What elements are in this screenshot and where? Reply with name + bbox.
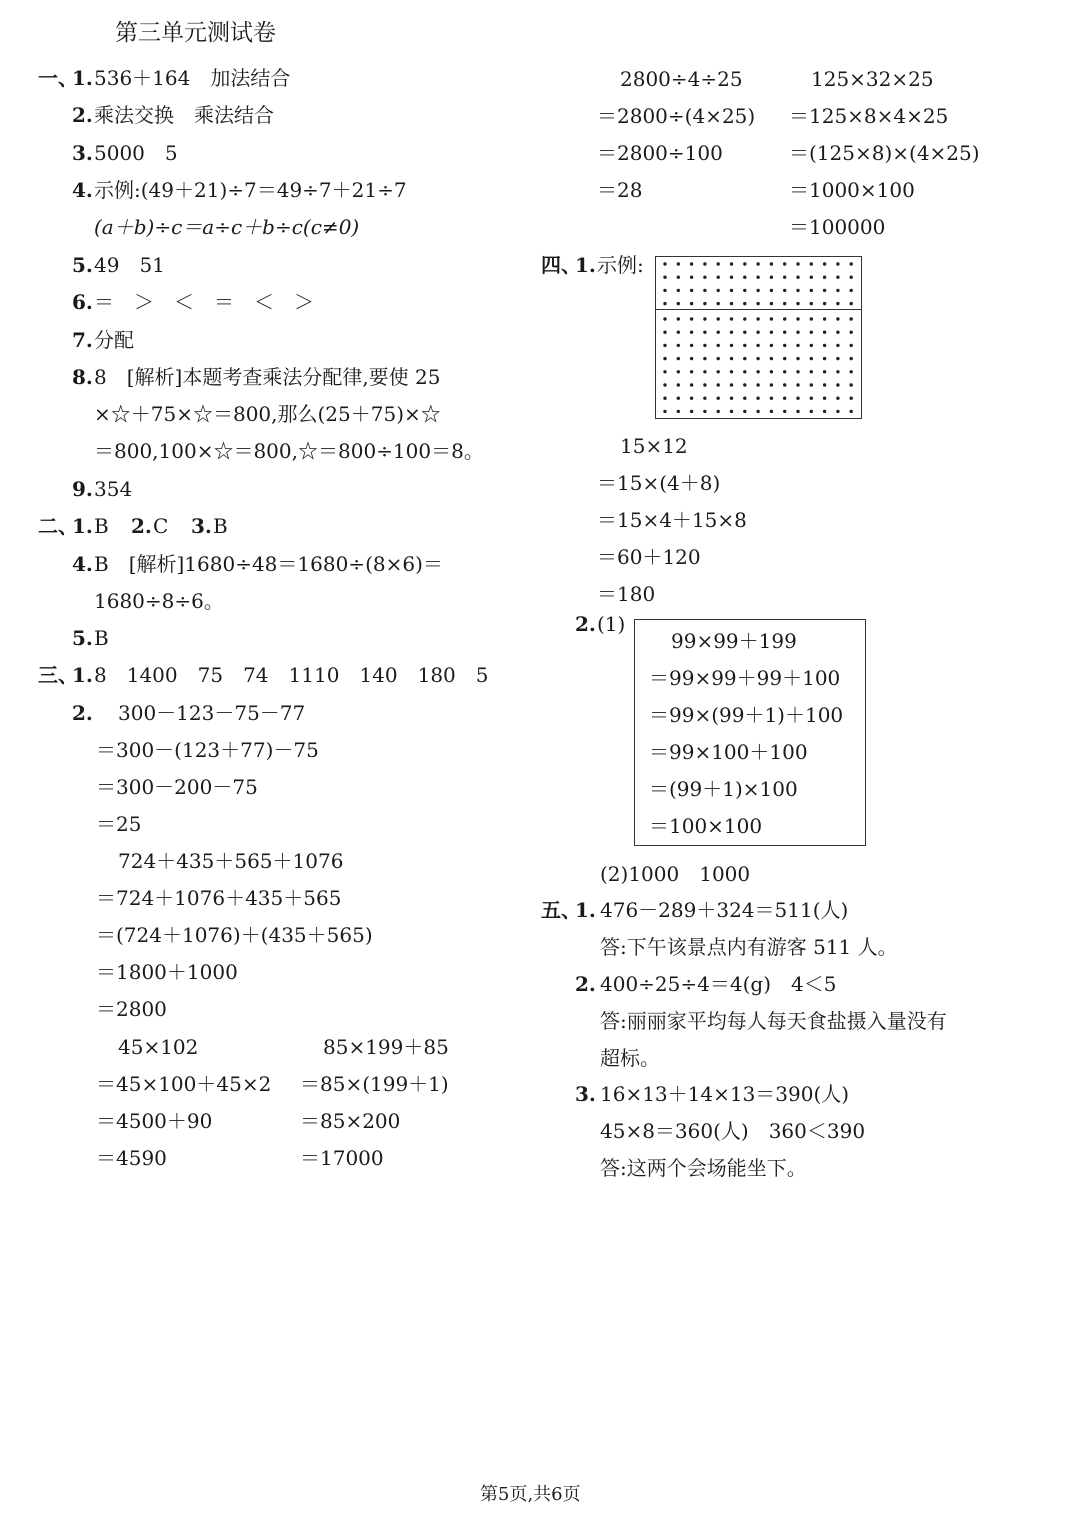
grid-dot [783,331,786,334]
calc-line: ＝60＋120 [597,545,701,569]
example-label: 示例: [597,253,644,277]
answer-line: 354 [94,477,133,501]
grid-dot [677,262,680,265]
grid-dot [730,331,733,334]
grid-dot [823,317,826,320]
grid-dot [730,383,733,386]
calc-line: ＝85×200 [300,1109,401,1133]
grid-dot [823,331,826,334]
grid-dot [823,370,826,373]
grid-dot [690,357,693,360]
grid-dot [836,331,839,334]
grid-dot [690,410,693,413]
grid-dot [770,344,773,347]
grid-dot [677,289,680,292]
sub-label: (1) [597,612,626,636]
item-number: 1. [72,663,93,687]
grid-dot [743,262,746,265]
answer-line: B [213,514,228,538]
calc-line: ＝180 [597,582,656,606]
grid-dot [663,370,666,373]
grid-dot [703,370,706,373]
grid-dot [743,357,746,360]
grid-dot [796,344,799,347]
grid-dot [836,357,839,360]
calc-line: ＝4590 [96,1146,167,1170]
item-number: 5. [72,253,93,277]
dot-grid [655,256,862,419]
grid-dot [677,331,680,334]
grid-dot [770,302,773,305]
grid-dot [836,410,839,413]
answer-line: 45×8＝360(人) 360＜390 [600,1119,866,1143]
grid-dot [810,357,813,360]
grid-dot [756,357,759,360]
grid-dot [850,370,853,373]
grid-dot [756,276,759,279]
grid-dot [770,397,773,400]
answer-line: C [153,514,169,538]
item-number: 6. [72,290,93,314]
grid-dot [850,262,853,265]
page-title: 第三单元测试卷 [115,20,276,46]
item-number: 9. [72,477,93,501]
grid-dot [703,383,706,386]
grid-dot [796,331,799,334]
grid-dot [703,331,706,334]
grid-dot [743,317,746,320]
item-number: 4. [72,552,93,576]
grid-dot [703,276,706,279]
grid-dot [730,370,733,373]
calc-line: ＝4500＋90 [96,1109,213,1133]
answer-line: 536＋164 加法结合 [94,66,291,90]
grid-dot [703,289,706,292]
answer-line: 示例:(49＋21)÷7＝49÷7＋21÷7 [94,178,407,202]
grid-dot [836,317,839,320]
answer-line: (a＋b)÷c＝a÷c＋b÷c(c≠0) [94,215,360,239]
grid-dot [810,370,813,373]
grid-dot [690,331,693,334]
grid-dot [743,370,746,373]
item-number: 4. [72,178,93,202]
grid-dot [783,289,786,292]
calc-line: ＝(125×8)×(4×25) [789,141,980,165]
calc-line: ＝300－(123＋77)－75 [96,738,319,762]
grid-dot [717,397,720,400]
page-footer: 第5页,共6页 [480,1484,581,1505]
calc-line: ＝85×(199＋1) [300,1072,449,1096]
grid-dot [690,317,693,320]
grid-dot [810,276,813,279]
grid-dot [756,370,759,373]
item-number: 2. [575,972,596,996]
calc-box [634,619,866,846]
grid-dot [663,331,666,334]
calc-line: ＝125×8×4×25 [789,104,949,128]
calc-line: ＝2800÷100 [597,141,723,165]
grid-dot [690,276,693,279]
calc-line: 724＋435＋565＋1076 [118,849,344,873]
calc-line: ＝99×(99＋1)＋100 [649,703,844,727]
grid-dot [836,397,839,400]
calc-line: 300－123－75－77 [118,701,306,725]
calc-line: 125×32×25 [811,67,934,91]
grid-dot [677,276,680,279]
grid-dot [743,302,746,305]
calc-line: ＝15×(4＋8) [597,471,721,495]
grid-dot [717,357,720,360]
item-number: 1. [72,514,93,538]
calc-line: 99×99＋199 [671,629,797,653]
calc-line: ＝1000×100 [789,178,915,202]
calc-line: ＝100000 [789,215,886,239]
grid-dot [783,397,786,400]
calc-line: ＝2800÷(4×25) [597,104,756,128]
grid-dot [796,357,799,360]
answer-line: (2)1000 1000 [600,862,751,886]
answer-line: 乘法交换 乘法结合 [94,103,274,127]
grid-dot [703,344,706,347]
grid-dot [836,262,839,265]
calc-line: ＝25 [96,812,142,836]
grid-dot [756,317,759,320]
grid-dot [823,410,826,413]
grid-dot [663,262,666,265]
grid-dot [690,289,693,292]
grid-dot [730,262,733,265]
grid-dot [810,383,813,386]
grid-dot [770,289,773,292]
grid-dot [743,410,746,413]
calc-line: ＝2800 [96,997,167,1021]
answer-line: 8 [解析]本题考查乘法分配律,要使 25 [94,365,441,389]
grid-dot [770,357,773,360]
grid-dot [677,344,680,347]
grid-dot [810,410,813,413]
calc-line: ＝1800＋1000 [96,960,238,984]
calc-line: ＝(724＋1076)＋(435＋565) [96,923,373,947]
grid-dot [810,331,813,334]
calc-line: 85×199＋85 [323,1035,449,1059]
grid-dot [677,370,680,373]
grid-dot [783,370,786,373]
grid-dot [836,344,839,347]
grid-dot [717,302,720,305]
calc-line: ＝28 [597,178,643,202]
grid-dot [810,289,813,292]
grid-dot [810,397,813,400]
grid-dot [850,276,853,279]
answer-line: 8 1400 75 74 1110 140 180 5 [94,663,489,687]
calc-line: ＝724＋1076＋435＋565 [96,886,342,910]
grid-dot [783,302,786,305]
grid-dot [690,397,693,400]
grid-dot [663,357,666,360]
item-number: 1. [72,66,93,90]
grid-dot [690,302,693,305]
grid-dot [810,317,813,320]
grid-dot [730,276,733,279]
grid-dot [850,383,853,386]
grid-dot [677,317,680,320]
grid-dot [703,397,706,400]
grid-dot [770,276,773,279]
grid-dot [756,410,759,413]
item-number: 3. [191,514,212,538]
grid-dot [703,410,706,413]
grid-dot [703,317,706,320]
grid-dot [836,289,839,292]
calc-line: 45×102 [118,1035,199,1059]
grid-dot [823,397,826,400]
grid-dot [663,397,666,400]
answer-line: 1680÷8÷6。 [94,589,224,613]
grid-dot [796,317,799,320]
grid-dot [743,289,746,292]
grid-dot [663,410,666,413]
grid-dot [783,410,786,413]
item-number: 2. [72,701,93,725]
grid-dot [783,262,786,265]
grid-dot [796,397,799,400]
grid-dot [850,410,853,413]
item-number: 1. [575,898,596,922]
grid-dot [717,262,720,265]
calc-line: ＝99×99＋99＋100 [649,666,841,690]
grid-dot [743,344,746,347]
calc-line: ＝(99＋1)×100 [649,777,798,801]
grid-dot [770,383,773,386]
grid-dot [823,344,826,347]
grid-dot [703,262,706,265]
answer-line: ＝ ＞ ＜ ＝ ＜ ＞ [94,290,314,314]
grid-dot [663,317,666,320]
grid-dot [810,262,813,265]
grid-dot [730,302,733,305]
grid-dot [690,262,693,265]
item-number: 2. [131,514,152,538]
grid-dot [663,344,666,347]
grid-dot [730,317,733,320]
grid-dot [717,383,720,386]
grid-dot [796,289,799,292]
grid-dot [836,383,839,386]
grid-dot [663,302,666,305]
grid-dot [703,357,706,360]
grid-dot [783,344,786,347]
grid-dot [756,289,759,292]
grid-dot [796,383,799,386]
grid-dot [743,383,746,386]
grid-dot [743,276,746,279]
answer-line: 476－289＋324＝511(人) [600,898,849,922]
answer-line: 分配 [94,328,134,352]
answer-line: 5000 5 [94,141,178,165]
answer-line: B [94,514,109,538]
grid-dot [756,331,759,334]
grid-dot [836,302,839,305]
grid-dot [783,357,786,360]
answer-line: B [解析]1680÷48＝1680÷(8×6)＝ [94,552,443,576]
grid-dot [717,331,720,334]
item-number: 3. [575,1082,596,1106]
grid-dot [690,344,693,347]
grid-dot [850,357,853,360]
grid-dot [730,344,733,347]
grid-dot [756,262,759,265]
calc-line: ＝100×100 [649,814,763,838]
grid-dot [836,276,839,279]
grid-dot [677,357,680,360]
grid-dot [850,302,853,305]
grid-dot [730,357,733,360]
grid-dot [663,289,666,292]
grid-dot [770,317,773,320]
grid-dot [717,410,720,413]
grid-dot [796,410,799,413]
grid-dot [810,344,813,347]
grid-dot [770,370,773,373]
grid-dot [783,383,786,386]
grid-dot [850,344,853,347]
calc-line: ＝17000 [300,1146,384,1170]
grid-dot [823,383,826,386]
grid-dot [677,383,680,386]
item-number: 5. [72,626,93,650]
grid-dot [770,331,773,334]
grid-dot [850,397,853,400]
grid-dot [677,410,680,413]
item-number: 8. [72,365,93,389]
answer-line: 400÷25÷4＝4(g) 4＜5 [600,972,837,996]
grid-dot [823,289,826,292]
calc-line: ＝99×100＋100 [649,740,808,764]
answer-line: 答:这两个会场能坐下。 [600,1156,807,1180]
answer-line: 超标。 [600,1046,660,1070]
section-4-label: 四、 [541,253,581,277]
grid-dot [663,276,666,279]
answer-line: ×☆＋75×☆＝800,那么(25＋75)×☆ [94,402,441,426]
grid-dot [730,289,733,292]
grid-dot [730,410,733,413]
section-1-label: 一、 [38,66,78,90]
grid-dot [796,262,799,265]
grid-dot [717,289,720,292]
answer-line: B [94,626,109,650]
grid-dot [690,383,693,386]
grid-dot [730,397,733,400]
grid-dot [756,383,759,386]
grid-dot [796,370,799,373]
answer-line: 16×13＋14×13＝390(人) [600,1082,850,1106]
section-5-label: 五、 [541,898,581,922]
grid-dot [717,370,720,373]
grid-dot [756,344,759,347]
grid-dot [796,302,799,305]
item-number: 3. [72,141,93,165]
grid-dot [810,302,813,305]
calc-line: ＝45×100＋45×2 [96,1072,272,1096]
grid-dot [770,410,773,413]
grid-dot [850,289,853,292]
calc-line: 2800÷4÷25 [620,67,743,91]
item-number: 2. [575,612,596,636]
grid-dot [663,383,666,386]
calc-line: ＝15×4＋15×8 [597,508,747,532]
grid-dot [850,317,853,320]
answer-line: ＝800,100×☆＝800,☆＝800÷100＝8。 [94,439,484,463]
grid-dot [677,302,680,305]
grid-dot [796,276,799,279]
item-number: 2. [72,103,93,127]
grid-dot [743,397,746,400]
grid-dot [836,370,839,373]
section-3-label: 三、 [38,663,78,687]
item-number: 1. [575,253,596,277]
section-2-label: 二、 [38,514,78,538]
grid-dot [823,276,826,279]
grid-dot [717,276,720,279]
grid-dot [783,276,786,279]
grid-dot [717,344,720,347]
answer-line: 49 51 [94,253,165,277]
grid-dot [823,357,826,360]
item-number: 7. [72,328,93,352]
grid-dot [690,370,693,373]
grid-dot [823,302,826,305]
calc-line: ＝300－200－75 [96,775,258,799]
grid-dot [783,317,786,320]
grid-dot [703,302,706,305]
calc-line: 15×12 [620,434,688,458]
grid-dot [770,262,773,265]
grid-dot [756,302,759,305]
grid-dot [677,397,680,400]
grid-dot [850,331,853,334]
grid-dot [756,397,759,400]
grid-dot [743,331,746,334]
grid-dot [717,317,720,320]
answer-line: 答:下午该景点内有游客 511 人。 [600,935,898,959]
grid-dot [823,262,826,265]
answer-line: 答:丽丽家平均每人每天食盐摄入量没有 [600,1009,947,1033]
